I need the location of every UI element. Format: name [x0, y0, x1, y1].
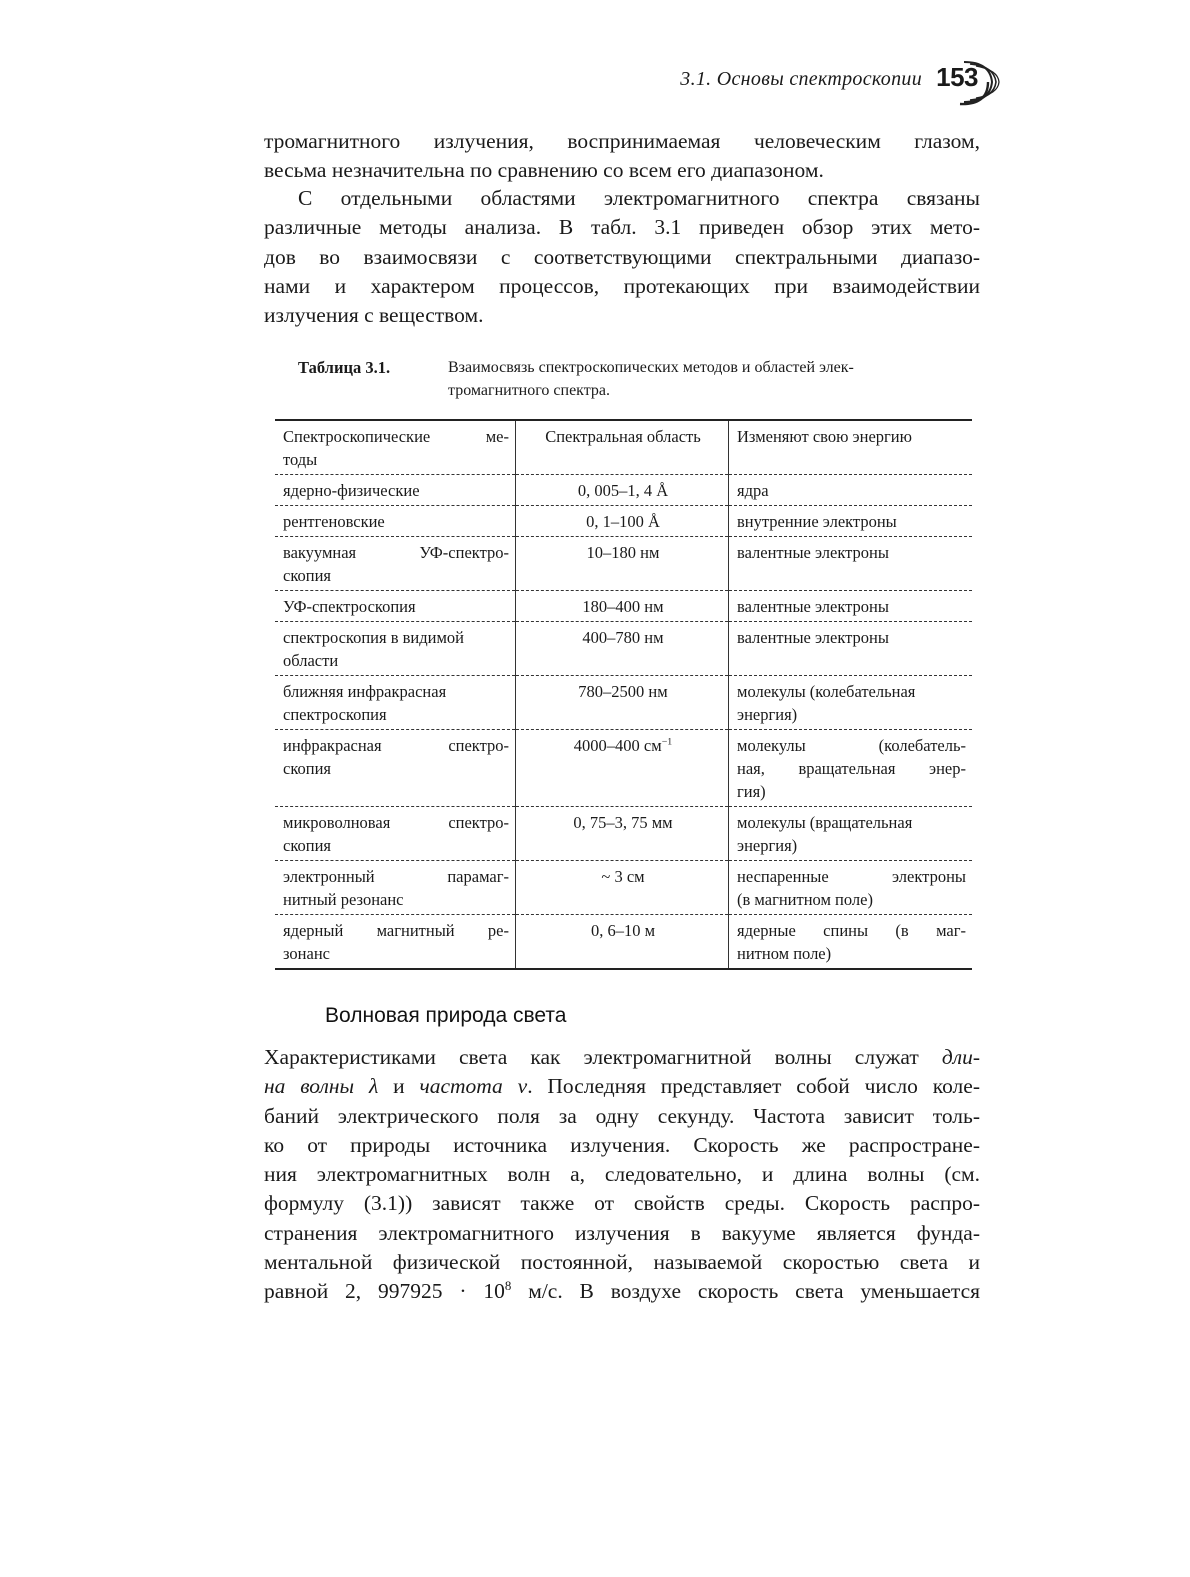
table-cell: неспаренные электроны (в магнитном поле) [729, 861, 973, 915]
table-header-cell: Изменяют свою энергию [729, 420, 973, 475]
table-row [275, 591, 972, 622]
table-cell: 0, 75–3, 75 мм [516, 807, 729, 861]
table-cell: микроволновая спектро- скопия [275, 807, 516, 861]
text-line: нами и характером процессов, протекающих при взаимодействии [264, 273, 980, 298]
ir-range-value: 4000–400 см [573, 736, 662, 755]
text-line: различные методы анализа. В табл. 3.1 приведен обзор этих мето- [264, 215, 980, 240]
table-cell: молекулы (колебатель- ная, вращательная энер- гия) [729, 730, 973, 807]
table-row [275, 730, 972, 807]
paragraph-methods-overview [264, 184, 980, 330]
text-line: дов во взаимосвязи с соответствующими спектральными диапазо- [264, 244, 980, 269]
text-line: ко от природы источника излучения. Скорость же распростране- [264, 1132, 980, 1157]
table-cell: ядерный магнитный ре- зонанс [275, 915, 516, 970]
text-line: ния электромагнитных волн а, следовательно, и длина волны (см. [264, 1162, 980, 1187]
text-line: тромагнитного излучения, воспринимаемая человеческим глазом, [264, 129, 980, 153]
table-cell: внутренние электроны [729, 506, 973, 537]
text-line: весьма незначительна по сравнению со всем его диапазоном. [264, 158, 824, 183]
table-cell: 780–2500 нм [516, 676, 729, 730]
text-line: странения электромагнитного излучения в вакууме является фунда- [264, 1220, 980, 1245]
table-cell: ближняя инфракрасная спектроскопия [275, 676, 516, 730]
text-line: С отдельными областями электромагнитного спектра связаны [298, 186, 980, 210]
text-line: ментальной физической постоянной, называемой скоростью света и [264, 1250, 980, 1275]
table-cell: ядерно-физические [275, 475, 516, 506]
table-cell: спектроскопия в видимой области [275, 622, 516, 676]
table-header-cell: Спектральная область [516, 420, 729, 475]
ir-range-exponent: −1 [661, 736, 673, 748]
table-row [275, 915, 972, 970]
table-cell: валентные электроны [729, 622, 973, 676]
table-cell: 180–400 нм [516, 591, 729, 622]
table-cell: рентгеновские [275, 506, 516, 537]
table-cell: 10–180 нм [516, 537, 729, 591]
table-row [275, 622, 972, 676]
table-cell [516, 730, 729, 807]
text-line: формулу (3.1)) зависят также от свойств среды. Скорость распро- [264, 1191, 980, 1216]
table-cell: ядерные спины (в маг- нитном поле) [729, 915, 973, 970]
page-number: 153 [936, 62, 978, 92]
table-cell: 0, 005–1, 4 Å [516, 475, 729, 506]
table-cell: УФ-спектроскопия [275, 591, 516, 622]
table-cell: валентные электроны [729, 537, 973, 591]
table-cell: ~ 3 см [516, 861, 729, 915]
table-cell: электронный парамаг- нитный резонанс [275, 861, 516, 915]
table-cell: 400–780 нм [516, 622, 729, 676]
table-cell: 0, 1–100 Å [516, 506, 729, 537]
table-header-cell: Спектроскопические ме- тоды [275, 420, 516, 475]
table-cell: ядра [729, 475, 973, 506]
caption-line: тромагнитного спектра. [448, 382, 611, 399]
table-row [275, 475, 972, 506]
paragraph-continuation [264, 127, 980, 186]
text-line: Характеристиками света как электромагнитной волны служат дли- [264, 1045, 980, 1069]
table-cell: вакуумная УФ-спектро- скопия [275, 537, 516, 591]
table-header-row [275, 420, 972, 475]
page-number-ornament-icon [958, 58, 1000, 106]
spectroscopy-methods-table [275, 419, 972, 970]
table-cell: инфракрасная спектро- скопия [275, 730, 516, 807]
section-heading: Волновая природа света [325, 1004, 567, 1027]
table-cell: валентные электроны [729, 591, 973, 622]
table-row [275, 676, 972, 730]
text-line: равной 2, $997925 \cdot 10^8$ м/с. В воздухе скорость света уменьшается [264, 1279, 980, 1304]
running-header [630, 62, 1000, 106]
table-cell: 0, 6–10 м [516, 915, 729, 970]
table-row [275, 506, 972, 537]
table-cell: молекулы (вращательная энергия) [729, 807, 973, 861]
table-caption-text [448, 356, 978, 402]
running-head-title: 3.1. Основы спектроскопии [680, 68, 922, 90]
paragraph-wave-nature [264, 1043, 980, 1307]
table-row [275, 807, 972, 861]
table-row [275, 537, 972, 591]
table-caption-label: Таблица 3.1. [298, 358, 391, 377]
table-row [275, 861, 972, 915]
text-line: баний электрического поля за одну секунду. Частота зависит толь- [264, 1103, 980, 1128]
table-cell: молекулы (колебательная энергия) [729, 676, 973, 730]
caption-line: Взаимосвязь спектроскопических методов и областей элек- [448, 359, 854, 376]
text-line: излучения с веществом. [264, 303, 484, 328]
text-line: на волны λ и частота ν. Последняя представляет собой число коле- [264, 1074, 980, 1099]
